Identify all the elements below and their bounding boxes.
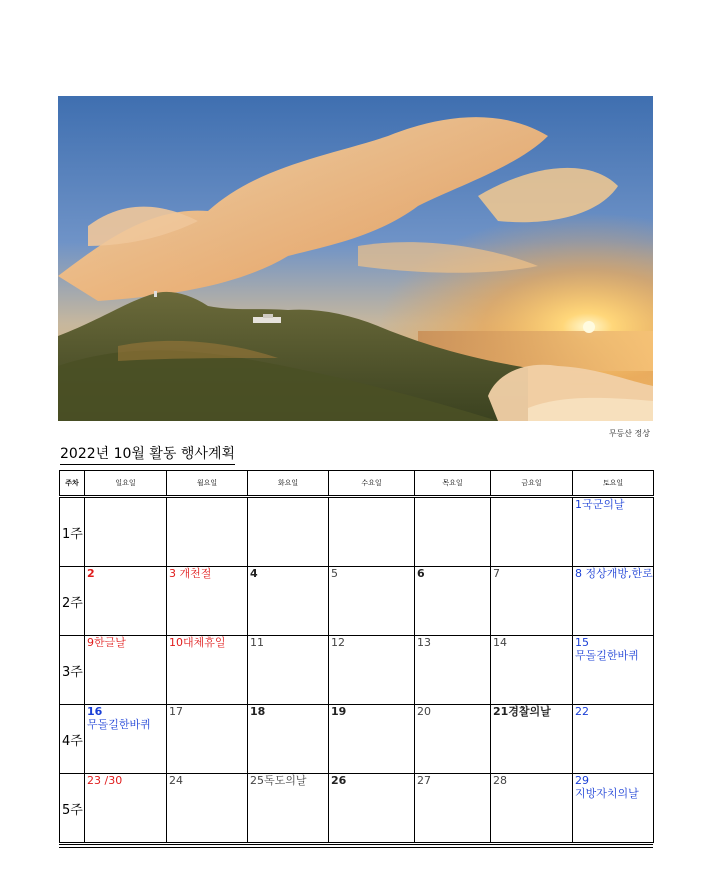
day-cell [248,497,329,567]
week-row [60,497,654,567]
day-cell [415,774,491,843]
calendar-header-row [60,471,654,497]
day-cell [167,774,248,843]
weekday-header: 토요일 [573,471,654,497]
day-event: 무돌길한바퀴 [87,718,151,731]
day-entry: 21경찰의날 [493,705,551,718]
day-cell [248,636,329,705]
day-entry: 2 [87,567,95,580]
sunrise-mountain-photo [58,96,653,421]
day-entry: 12 [331,636,345,649]
day-entry: 15 [575,636,589,649]
day-cell [329,636,415,705]
day-cell [415,705,491,774]
day-cell [167,567,248,636]
day-entry: 8 정상개방,한로 [575,567,653,580]
weekday-header: 금요일 [491,471,573,497]
day-cell [167,497,248,567]
bottom-rule [59,844,653,848]
day-cell [491,636,573,705]
day-entry: 3 개천절 [169,567,212,580]
day-cell [167,705,248,774]
day-cell [85,636,167,705]
week-row [60,774,654,843]
week-column-header: 주차 [60,471,85,497]
page-title: 2022년 10월 활동 행사계획 [60,443,235,465]
week-label: 3주 [60,636,85,705]
day-entry: 14 [493,636,507,649]
weekday-header: 일요일 [85,471,167,497]
day-event: 무돌길한바퀴 [575,649,639,662]
day-cell [85,774,167,843]
day-entry: 11 [250,636,264,649]
week-label: 5주 [60,774,85,843]
day-entry: 28 [493,774,507,787]
week-label: 1주 [60,497,85,567]
day-cell [415,497,491,567]
day-entry: 10대체휴일 [169,636,226,649]
day-cell [248,774,329,843]
day-cell [573,636,654,705]
week-label: 4주 [60,705,85,774]
week-row [60,567,654,636]
photo-caption: 무등산 정상 [608,429,650,438]
day-entry: 19 [331,705,347,718]
day-cell [85,497,167,567]
day-entry: 9한글날 [87,636,126,649]
week-row [60,636,654,705]
day-cell [248,567,329,636]
day-cell [573,567,654,636]
day-cell [85,705,167,774]
day-cell [415,567,491,636]
day-entry: 20 [417,705,431,718]
day-entry: 26 [331,774,347,787]
day-cell [491,774,573,843]
day-cell [573,497,654,567]
day-cell [329,774,415,843]
day-cell [491,567,573,636]
day-entry: 6 [417,567,425,580]
day-cell [329,497,415,567]
day-entry: 7 [493,567,500,580]
day-entry: 25독도의날 [250,774,307,787]
day-cell [573,705,654,774]
day-entry: 5 [331,567,338,580]
day-cell [248,705,329,774]
day-entry: 22 [575,705,589,718]
day-entry: 13 [417,636,431,649]
day-cell [415,636,491,705]
weekday-header: 목요일 [415,471,491,497]
day-entry: 29 [575,774,589,787]
day-cell [329,705,415,774]
weekday-header: 화요일 [248,471,329,497]
day-cell [491,705,573,774]
day-entry: 17 [169,705,183,718]
weekday-header: 월요일 [167,471,248,497]
day-cell [329,567,415,636]
week-row [60,705,654,774]
day-cell [491,497,573,567]
day-cell [167,636,248,705]
day-entry: 1국군의날 [575,498,625,511]
day-entry: 24 [169,774,183,787]
day-entry: 27 [417,774,431,787]
calendar-table [59,470,654,843]
weekday-header: 수요일 [329,471,415,497]
day-cell [573,774,654,843]
week-label: 2주 [60,567,85,636]
day-event: 지방자치의날 [575,787,639,800]
day-entry: 4 [250,567,258,580]
day-entry: 18 [250,705,266,718]
day-cell [85,567,167,636]
day-entry: 23 /30 [87,774,123,787]
day-entry: 16 [87,705,103,718]
